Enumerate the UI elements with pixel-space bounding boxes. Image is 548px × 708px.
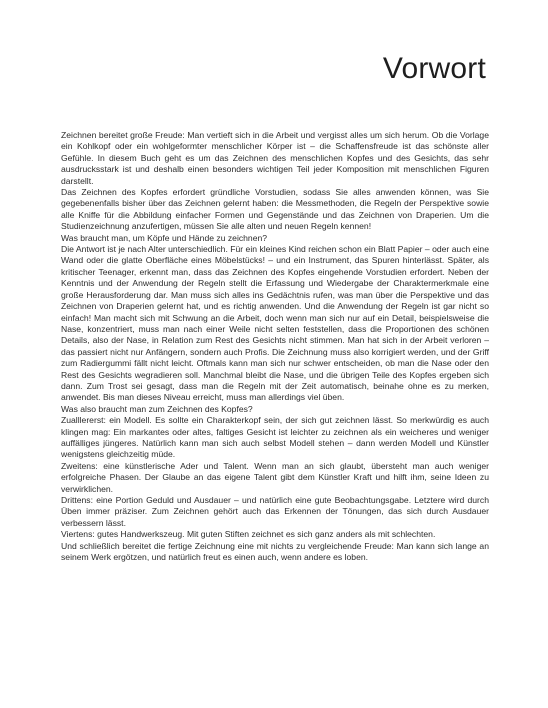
paragraph: Zualllererst: ein Modell. Es sollte ein Charakterkopf sein, der sich gut zeichnen lässt. So merkwürdig es auch klingen mag: Ein markantes oder altes, faltiges Gesicht ist leichter zu zeichnen als ein weicheres und weniger auffälliges jüngeres. Natürlich kann man sich auch selbst Modell stehen – dann werden Modell und Künstler wenigstens gleichzeitig müde. bbox=[61, 415, 489, 460]
page-title: Vorwort bbox=[382, 52, 486, 85]
paragraph: Was also braucht man zum Zeichnen des Kopfes? bbox=[61, 403, 253, 414]
paragraph: Drittens: eine Portion Geduld und Ausdauer – und natürlich eine gute Beobachtungsgabe. Letztere wird durch Üben immer präziser. Zum Zeichnen gehört auch das Erkennen der Tönungen, das sich durch Ausdauer verbessern lässt. bbox=[61, 495, 489, 528]
paragraph: Was braucht man, um Köpfe und Hände zu zeichnen? bbox=[61, 232, 268, 243]
paragraph: Zeichnen bereitet große Freude: Man vertieft sich in die Arbeit und vergisst alles um sich herum. Ob die Vorlage ein Kohlkopf oder ein wohlgeformter menschlicher Körper ist – die Schaffensfreude ist das schönste aller Gefühle. In diesem Buch geht es um das Zeichnen des menschlichen Kopfes und des Gesichts, das sehr ausdrucksstark ist und deshalb einen besonders wichtigen Teil jeder Komposition mit menschlichen Figuren darstellt. bbox=[61, 130, 489, 186]
body-text bbox=[61, 130, 489, 563]
paragraph: Das Zeichnen des Kopfes erfordert gründliche Vorstudien, sodass Sie alles anwenden können, was Sie gegebenenfalls bisher über das Zeichnen gelernt haben: die Messmethoden, die Regeln der Perspektive sowie alle Kniffe für die Abbildung einfacher Formen und Gegenstände und das Zeichnen von Draperien. Um die Studienzeichnung anzufertigen, müssen Sie alle alten und neuen Regeln kennen! bbox=[61, 187, 489, 232]
paragraph: Die Antwort ist je nach Alter unterschiedlich. Für ein kleines Kind reichen schon ein Blatt Papier – oder auch eine Wand oder die glatte Oberfläche eines Möbelstücks! – und ein Instrument, das Spuren hinterlässt. Später, als kritischer Teenager, erkennt man, dass das Zeichnen des Kopfes eingehende Vorstudien erfordert. Neben der Kenntnis und der Anwendung der Regeln stellt die Erfassung und Wiedergabe der Charaktermerkmale eine große Herausforderung dar. Man muss sich alles ins Gedächtnis rufen, was man über die Perspektive und das Zeichnen von Draperien gelernt hat, und es richtig anwenden. Und die Anwendung der Regeln ist gar nicht so einfach! Man macht sich mit Schwung an die Arbeit, doch wenn man sich nur auf ein Detail, beispielsweise die Nase, konzentriert, muss man nach einer Weile nicht selten feststellen, dass die Proportionen des schönen Details, also der Nase, in Relation zum Rest des Gesichts nicht stimmen. Man hat sich in der Arbeit verloren – das passiert nicht nur Anfängern, sondern auch Profis. Die Zeichnung muss also korrigiert werden, und der Griff zum Radiergummi fällt nicht leicht. Oftmals kann man sich nur schwer entscheiden, ob man die Nase oder den Rest des Gesichts wegradieren soll. Manchmal bleibt die Nase, und die übrigen Teile des Kopfes ergeben sich dann. Zum Trost sei gesagt, dass man die Regeln mit der Zeit automatisch, beinahe ohne es zu merken, anwendet. Bis man dieses Niveau erreicht, muss man allerdings viel üben. bbox=[61, 244, 489, 403]
paragraph: Und schließlich bereitet die fertige Zeichnung eine mit nichts zu vergleichende Freude: Man kann sich lange an seinem Werk ergötzen, und natürlich freut es einen auch, wenn andere es loben. bbox=[61, 540, 489, 563]
paragraph: Zweitens: eine künstlerische Ader und Talent. Wenn man an sich glaubt, übersteht man auch weniger erfolgreiche Phasen. Der Glaube an das eigene Talent gibt dem Künstler Kraft und hilft ihm, seine Ideen zu verwirklichen. bbox=[61, 460, 489, 494]
paragraph: Viertens: gutes Handwerkszeug. Mit guten Stiften zeichnet es sich ganz anders als mit schlechten. bbox=[61, 529, 436, 540]
